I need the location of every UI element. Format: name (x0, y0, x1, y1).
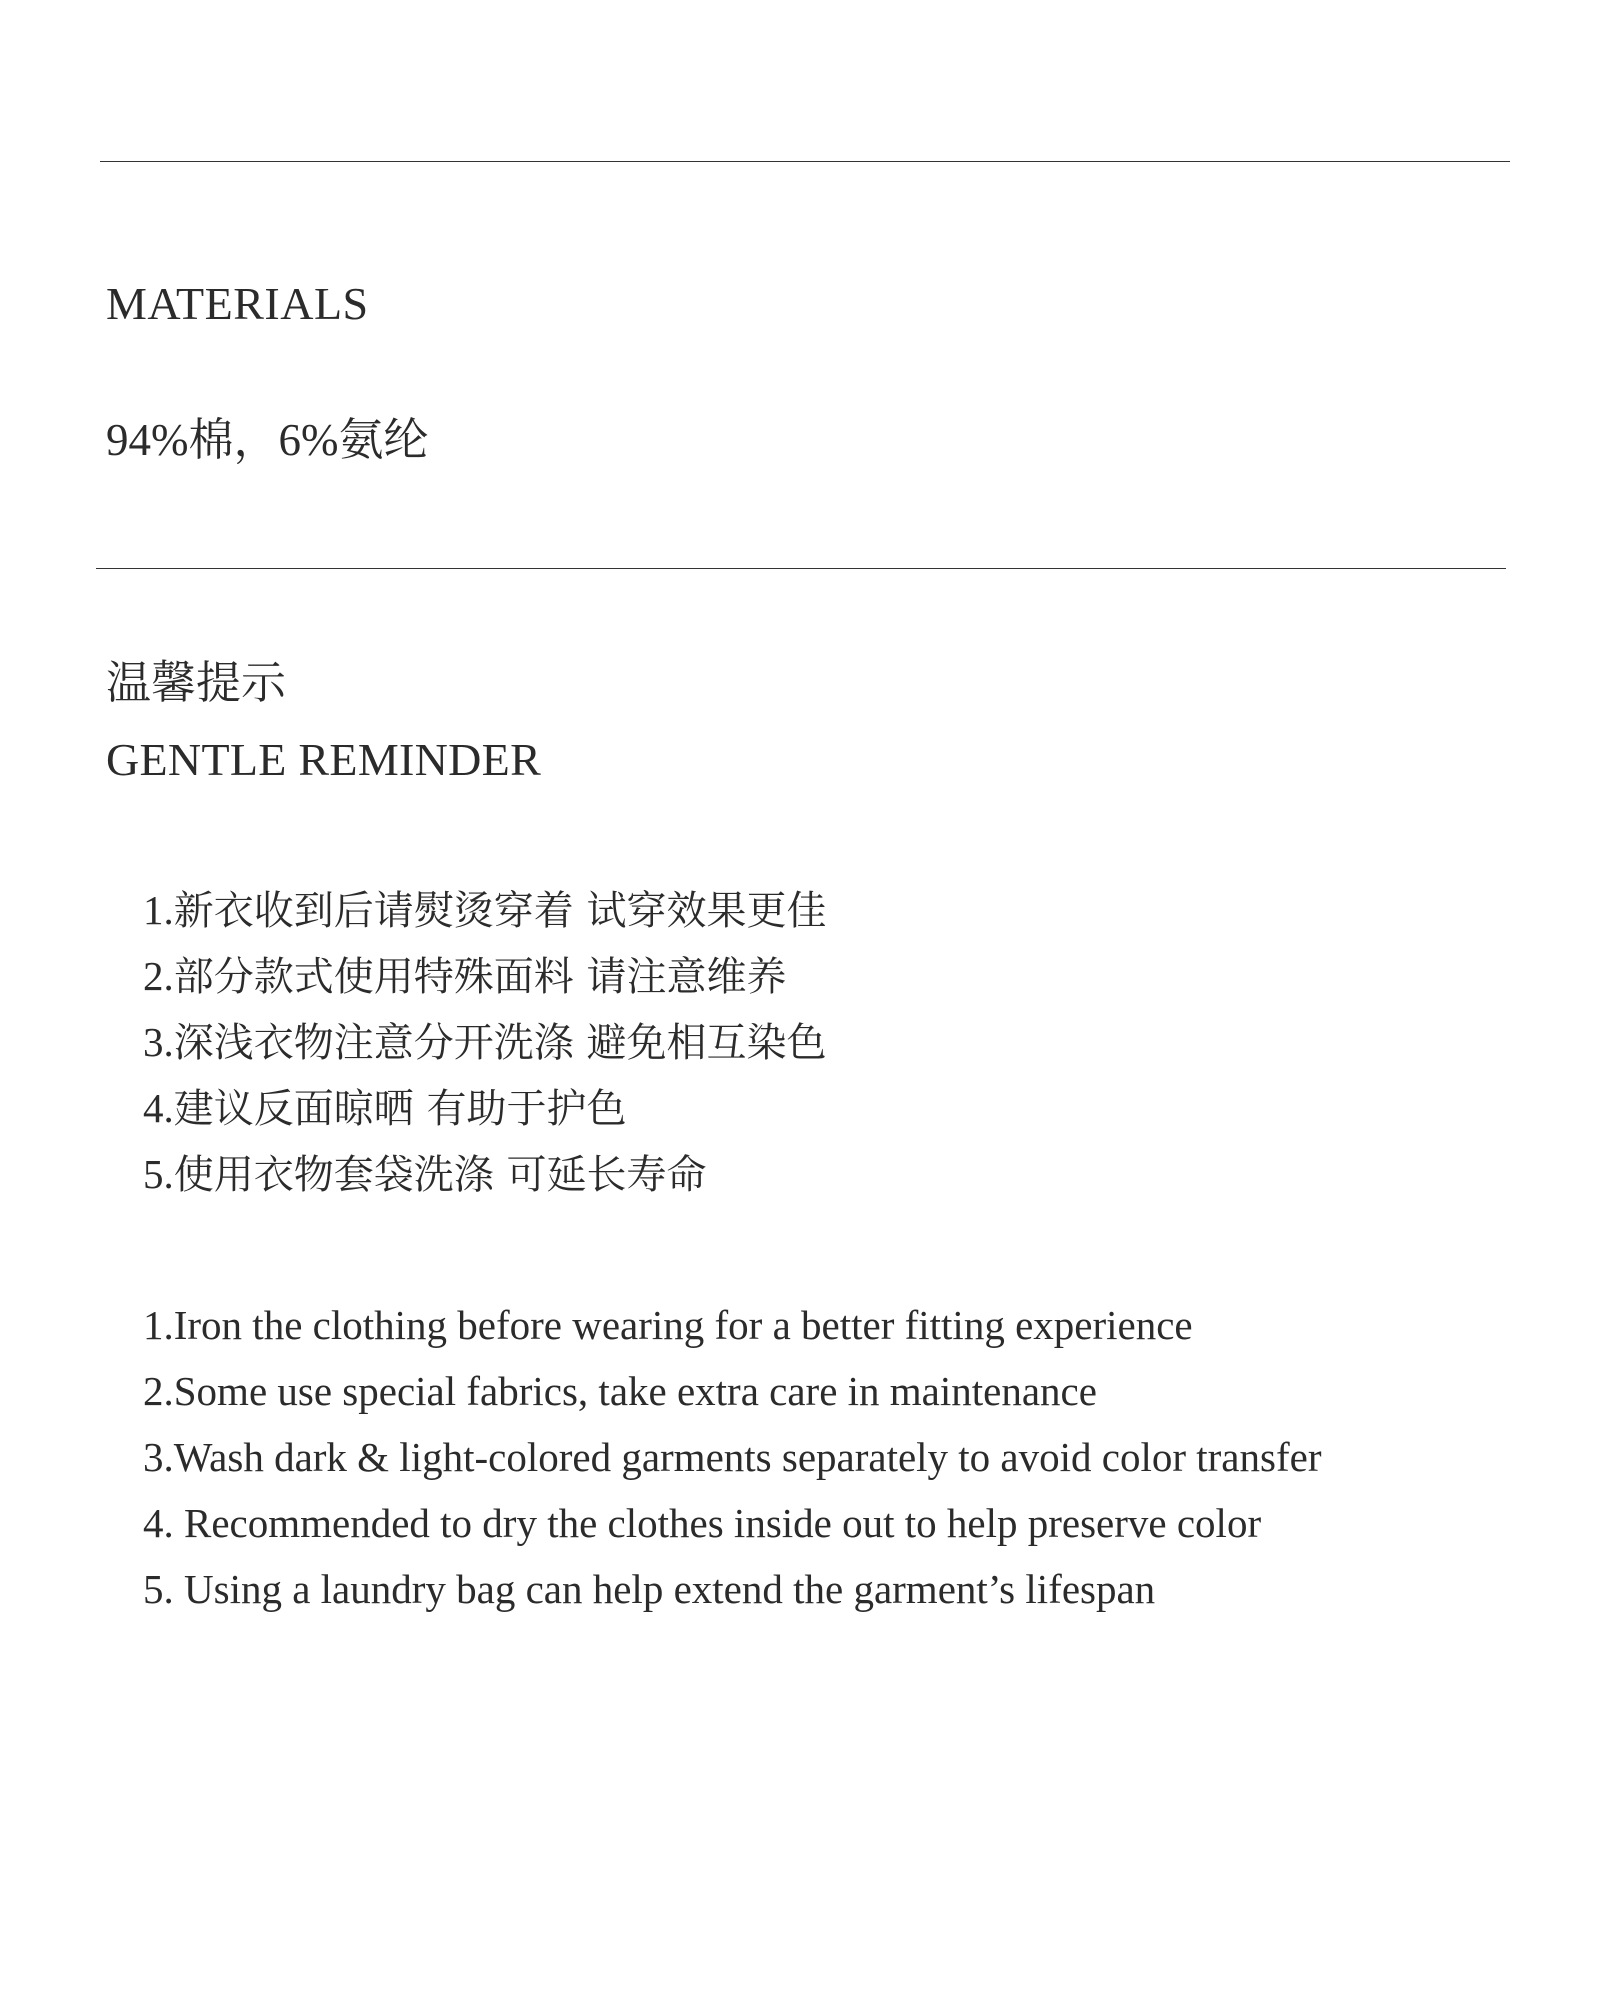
list-item: 1.Iron the clothing before wearing for a better fitting experience (143, 1302, 1193, 1348)
item-number: 1. (143, 887, 174, 933)
list-item (143, 1080, 826, 1146)
item-number: 5. (143, 1151, 174, 1197)
list-item (143, 882, 826, 948)
item-text: 深浅衣物注意分开洗涤 避免相互染色 (173, 1020, 827, 1066)
materials-heading: MATERIALS (106, 278, 369, 329)
list-item (143, 1014, 826, 1080)
item-number: 4. (143, 1085, 174, 1131)
item-text: 建议反面晾晒 有助于护色 (173, 1086, 627, 1132)
list-item (143, 1146, 826, 1212)
top-divider (100, 161, 1510, 162)
reminder-title-cn: 温馨提示 (106, 656, 287, 709)
list-item: 2.Some use special fabrics, take extra care in maintenance (143, 1368, 1097, 1414)
item-number: 2. (143, 953, 174, 999)
item-text: 使用衣物套袋洗涤 可延长寿命 (173, 1152, 707, 1198)
materials-composition: 94%棉，6%氨纶 (106, 415, 429, 465)
list-item: 5. Using a laundry bag can help extend the garment’s lifespan (143, 1566, 1156, 1612)
middle-divider (96, 568, 1506, 569)
list-item: 4. Recommended to dry the clothes inside out to help preserve color (143, 1500, 1262, 1546)
item-text: 新衣收到后请熨烫穿着 试穿效果更佳 (173, 888, 827, 934)
list-item: 3.Wash dark & light-colored garments separately to avoid color transfer (143, 1434, 1322, 1480)
reminder-list-cn (143, 882, 826, 1212)
item-text: 部分款式使用特殊面料 请注意维养 (173, 954, 787, 1000)
item-number: 3. (143, 1019, 174, 1065)
reminder-title-en: GENTLE REMINDER (106, 734, 542, 785)
reminder-list-en (143, 1297, 1321, 1627)
list-item (143, 948, 826, 1014)
